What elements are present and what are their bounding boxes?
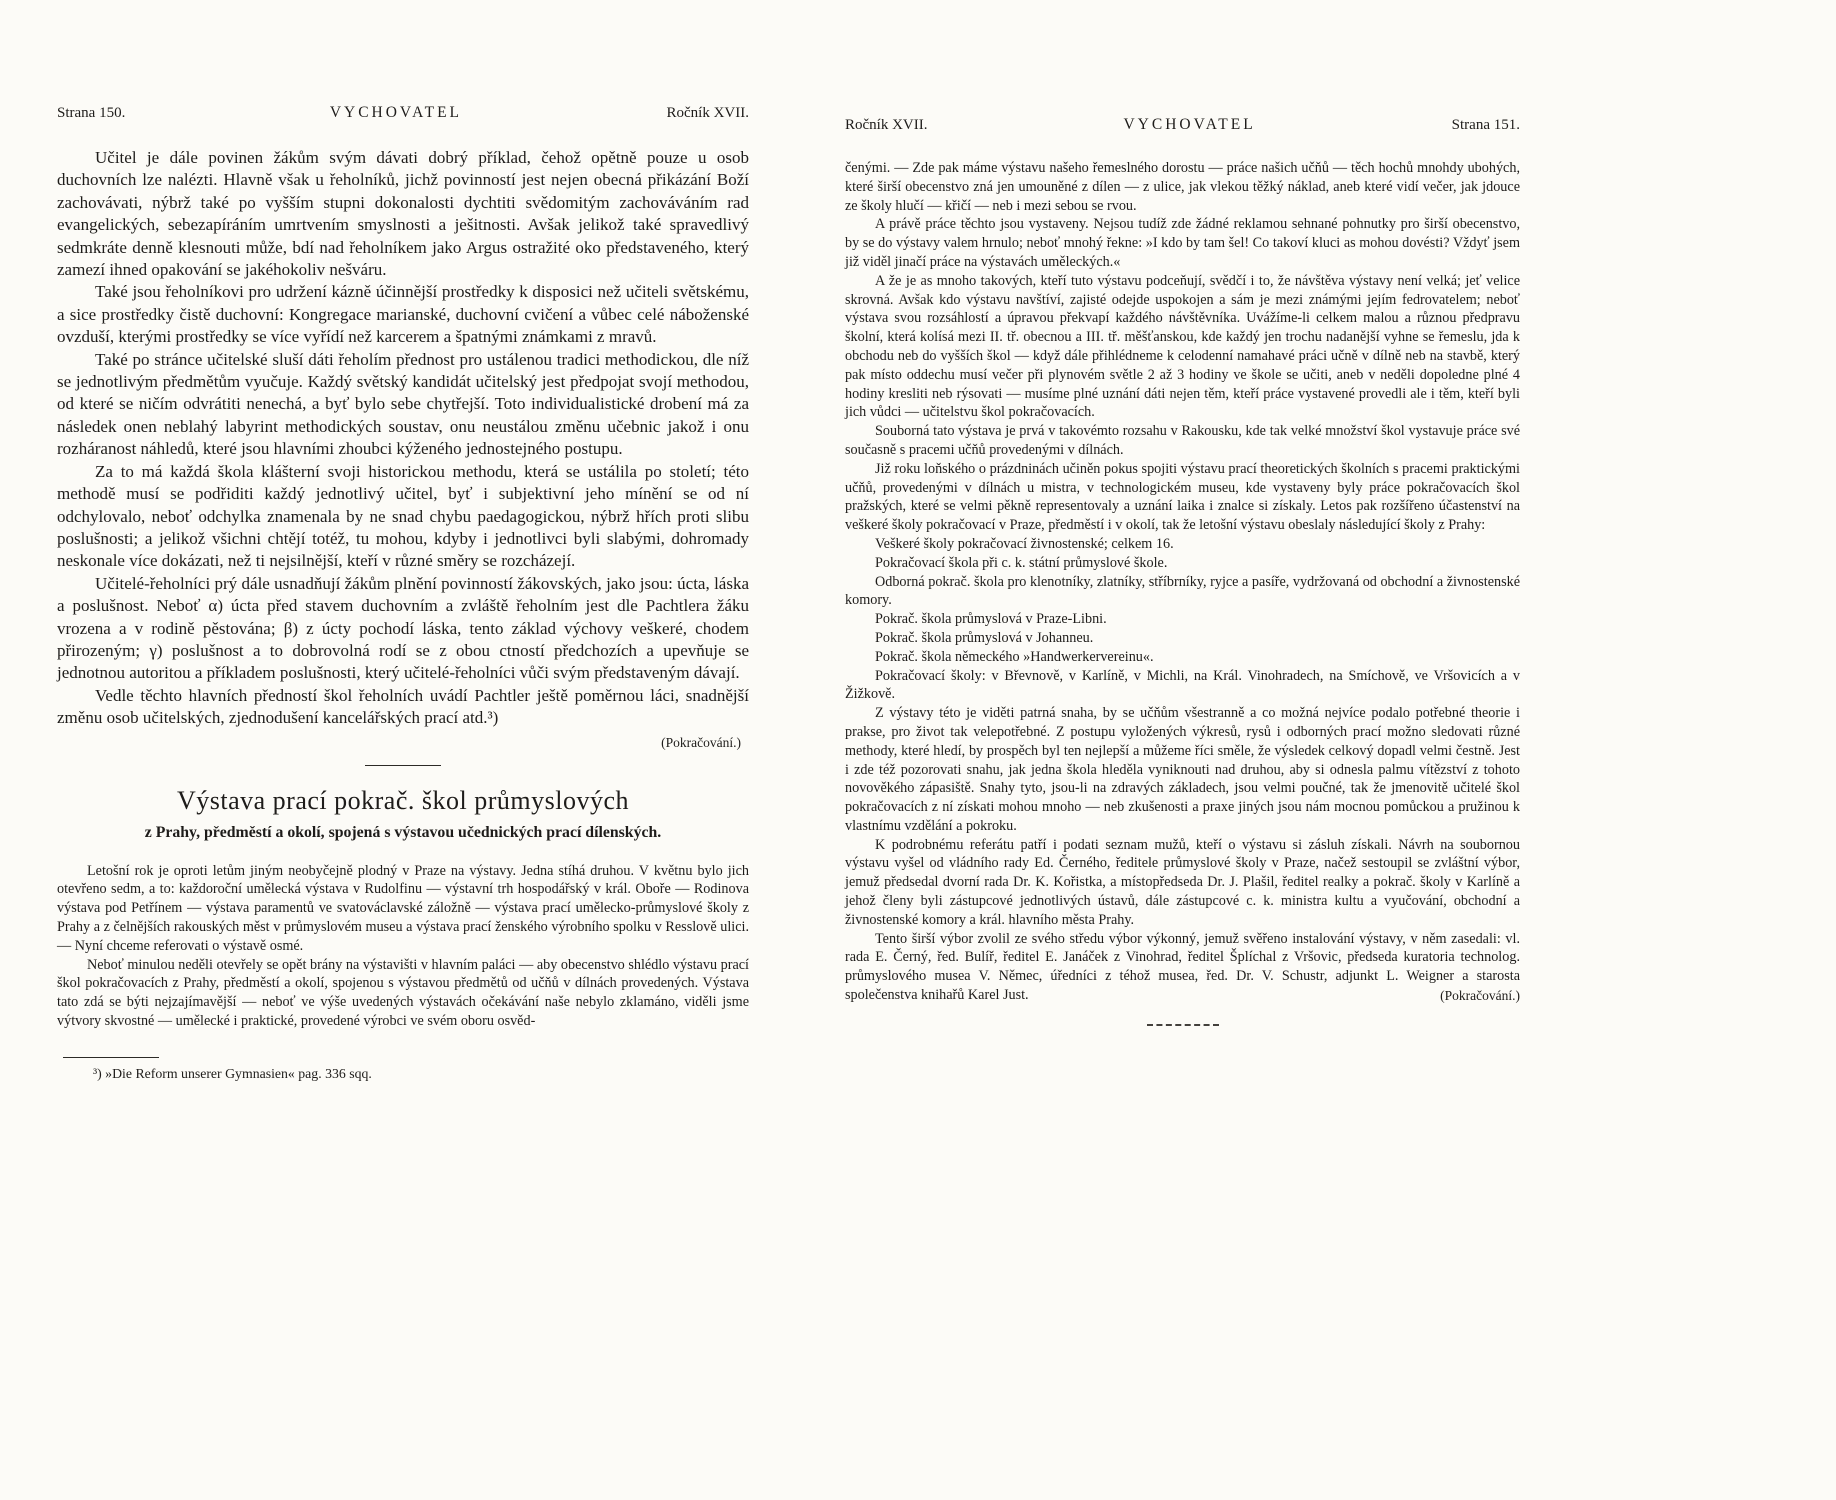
paragraph: Tento širší výbor zvolil ze svého středu výbor výkonný, jemuž svěřeno instalování výstavy, v něm zasedali: vl. rada E. Černý, řed. Bulíř, ředitel E. Janáček z Vinohrad, ředitel Šplíchal z Vršovic, předseda kuratoria technolog. průmyslového musea V. Němec, úředníci z téhož musea, řed. Dr. V. Schustr, adjunkt L. Weigner a starosta společenstva knihařů Karel Just. [845, 930, 1520, 1004]
paragraph: Také jsou řeholníkovi pro udržení kázně účinnější prostředky k disposici než učiteli světskému, a sice prostředky čistě duchovní: Kongregace marianské, duchovní cvičení a vůbec celé náboženské ovzduší, kterými prostředky se více vyřídí než karcerem a špatnými známkami z mravů. [57, 282, 749, 347]
article-two-body-right [845, 159, 1520, 1005]
paragraph: Již roku loňského o prázdninách učiněn pokus spojiti výstavu prací theoretických školních s pracemi praktickými učňů, provedenými v dílnách u mistra, v technologickém museu, kde vystaveny byly práce pokračovacích škol pražských, které se velmi pěkně representovaly a uznání laika i znalce si získaly. Letos pak rozšířeno účastenství na veškeré školy pokračovací v Praze, předměstí i v okolí, tak že letošní výstavu obeslaly následující školy z Prahy: [845, 460, 1520, 534]
page-left-header [57, 104, 749, 122]
list-item: Pokračovací škola při c. k. státní průmyslové škole. [875, 554, 1168, 571]
paragraph: čenými. — Zde pak máme výstavu našeho řemeslného dorostu — práce našich učňů — těch hochů mnohdy ubohých, které širší obecenstvo zná jen umouněné z dílen — z ulice, jak vlekou těžký náklad, aneb které vidí večer, jak jdouce ze školy hlučí — křičí — neb i mezi sebou se rvou. [845, 160, 1520, 214]
page-number-left: Strana 150. [57, 105, 126, 121]
list-item: Odborná pokrač. škola pro klenotníky, zlatníky, stříbrníky, ryjce a pasíře, vydržovaná od obchodní a živnostenské komory. [845, 573, 1520, 609]
journal-title: VYCHOVATEL [329, 104, 463, 121]
article-title: Výstava prací pokrač. škol průmyslových [176, 785, 629, 815]
paragraph: Neboť minulou neděli otevřely se opět brány na výstavišti v hlavním paláci — aby obecenstvo shlédlo výstavu prací škol pokračovacích z Prahy, předměstí a okolí, spojenou s výstavou předmětů od učňů v dílnách provedených. Výstava tato zdá se býti nejzajímavější — neboť ve výše uvedených výstavách očekávání naše nebylo zklamáno, viděli jsme výtvory skvostné — umělecké i praktické, provedené výrobci ve svém oboru osvěd- [57, 956, 749, 1029]
journal-title: VYCHOVATEL [1123, 116, 1256, 133]
continuation-note: (Pokračování.) [661, 734, 741, 750]
page-number-right: Strana 151. [1451, 117, 1520, 133]
paragraph: Vedle těchto hlavních předností škol řeholních uvádí Pachtler ještě poměrnou láci, snadnější změnu osob učitelských, zjednodušení kancelářských prací atd.³) [57, 685, 749, 728]
list-item: Veškeré školy pokračovací živnostenské; celkem 16. [875, 535, 1174, 552]
paragraph: Souborná tato výstava je prvá v takovémto rozsahu v Rakousku, kde tak velké množství škol vystavuje práce své současně s pracemi učňů provedenými v dílnách. [845, 423, 1520, 458]
list-item: Pokračovací školy: v Břevnově, v Karlíně, v Michli, na Král. Vinohradech, na Smíchově, ve Vršovicích a v Žižkově. [845, 667, 1520, 703]
paragraph: A že je as mnoho takových, kteří tuto výstavu podceňují, svědčí i to, že návštěva výstavy není velká; jeť velice skrovná. Avšak kdo výstavu navštíví, zajisté odejde uspokojen a sám je mezi známými jejím fedrovatelem; neboť výstava svou rozsáhlostí a úpravou překvapí každého návštěvníka. Uvážíme-li celkem malou a různou předpravu školní, která kolísá mezi II. tř. obecnou a III. tř. měšťanskou, kde každý jen trochu nadanější vyhne se řemeslu, jda k obchodu neb do vyšších škol — když dále přihlédneme k celodenní namahavé práci učně v dílně neb na stavbě, který pak místo oddechu musí večer při plynovém světle 2 až 3 hodiny ve škole se učiti, aneb v neděli dopoledne plné 4 hodiny kresliti neb rýsovati — musíme plné uznání dáti nejen těm, kteří práce vystavené provedli ale i těm, kteří byli jich vůdci — učitelstvu škol pokračovacích. [845, 272, 1520, 421]
page-right-header [845, 116, 1520, 134]
volume-label: Ročník XVII. [845, 117, 928, 133]
paragraph: Učitel je dále povinen žákům svým dávati dobrý příklad, čehož opětně pouze u osob duchovních lze nalézti. Hlavně však u řeholníků, jichž povinností jest nejen obecná přikázání Boží zachovávati, nýbrž také po vyšším stupni dokonalosti dychtiti svědomitým zachováváním rad evangelických, sebezapíráním umrtvením smyslnosti a ješitnosti. Avšak jelikož také spravedlivý sedmkráte denně klesnouti může, bdí nad řeholníkem jako Argus ostražité oko představeného, který zamezí ihned opakování se jakéhokoliv nešváru. [57, 148, 749, 280]
paragraph: Z výstavy této je viděti patrná snaha, by se učňům všestranně a co možná nejvíce podalo potřebné theorie i prakse, pro život tak velepotřebné. Z postupu vyložených výkresů, rysů i odborných prací možno sledovati různé methody, které hledí, by prospěch byl ten nejlepší a můžeme říci směle, že výsledek celkový dopadl velmi čestně. Jest i zde též pozorovati snahu, jak jedna škola hleděla vyniknouti nad druhou, aby si odnesla palmu vítězství z tohoto novověkého zápasiště. Snahy tyto, jsou-li na zdravých základech, jsou velmi poučné, tak že jmenovitě učitelé škol pokračovacích z ní získati mohou mnoho — neb zkušenosti a praxe jiných jsou nám mocnou pomůckou a pružinou k vlastnímu vzdělání a pokroku. [845, 705, 1520, 834]
section-divider-rule [365, 765, 441, 766]
paragraph: A právě práce těchto jsou vystaveny. Nejsou tudíž zde žádné reklamou sehnané pohnutky pro širší obecenstvo, by se do výstavy valem hrnulo; neboť mnohý řekne: »I kdo by tam šel! Co takoví kluci as mohou dovésti? Vždyť jsem již viděl jinačí práce na výstavách uměleckých.« [845, 216, 1520, 270]
paragraph: Také po stránce učitelské sluší dáti řeholím přednost pro ustálenou tradici methodickou, dle níž se jednotlivým předmětům vyučuje. Každý světský kandidát učitelský jest předpojat svojí methodou, od které se ničím odvrátiti nenechá, a byť bylo sebe chytřejší. Toto individualistické drobení má za následek onen neblahý labyrint methodických soustav, onu neustálou změnu učebnic jakož i onu rozháranost náhledů, které jsou hlavními zhoubci kýženého jednostejného postupu. [57, 349, 749, 459]
end-of-page-rule [1147, 1024, 1219, 1026]
article-subtitle: z Prahy, předměstí a okolí, spojená s výstavou učednických prací dílenských. [144, 823, 662, 841]
list-item: Pokrač. škola německého »Handwerkervereinu«. [875, 648, 1154, 665]
list-item: Pokrač. škola průmyslová v Johanneu. [875, 629, 1094, 646]
footnote: ³) »Die Reform unserer Gymnasien« pag. 336 sqq. [93, 1065, 372, 1081]
paragraph: Za to má každá škola klášterní svoji historickou methodu, která se ustálila po století; této methodě musí se podřiditi každý jednotlivý učitel, byť i subjektivní jeho mínění se od ní odchylovalo, neboť odchylka znamenala by ne snad chybu paedagogickou, nýbrž hřích proti slibu poslušnosti; a jelikož všichni chtějí totéž, tu mohou, kdyby i jednotlivci byli slabými, dohromady neskonale více dokázati, než ti nejsilnější, kteří v různé směry se rozcházejí. [57, 461, 749, 571]
paragraph: Učitelé-řeholníci prý dále usnadňují žákům plnění povinností žákovských, jako jsou: úcta, láska a poslušnost. Neboť α) úcta před stavem duchovním a zvláště řeholním jest dle Pachtlera žáku vrozena a v rodině pěstována; β) z úcty pochodí láska, tento základ výchovy veškeré, chodem přirozeným; γ) poslušnost a to dobrovolná rodí se z obou ctností předchozích a upevňuje se jednotnou autoritou a příkladem poslušnosti, který učitelé-řeholníci vůči svým představeným dávají. [57, 573, 749, 683]
volume-label: Ročník XVII. [666, 105, 749, 121]
list-item: Pokrač. škola průmyslová v Praze-Libni. [875, 611, 1107, 628]
continuation-note: (Pokračování.) [1440, 988, 1520, 1004]
paragraph: Letošní rok je oproti letům jiným neobyčejně plodný v Praze na výstavy. Jedna stíhá druhou. V květnu bylo jich otevřeno sedm, a to: každoroční umělecká výstava v Rudolfinu — výstavní trh hospodářský v král. Oboře — Rodinova výstava pod Petřínem — výstava paramentů ve svatováclavské záložně — výstava prací umělecko-průmyslové školy z Prahy a z čelnějších rakouských měst v průmyslovém museu a výstava prací ženského výrobního spolku v Resslově ulici. — Nyní chceme referovati o výstavě osmé. [57, 862, 749, 954]
paragraph: K podrobnému referátu patří i podati seznam mužů, kteří o výstavu si zásluh získali. Návrh na soubornou výstavu vyšel od vládního rady Ed. Černého, ředitele průmyslové školy v Praze, načež sestoupil se zvláštní výbor, jemuž předsedal dvorní rada Dr. K. Kořistka, a místopředseda Dr. J. Plašil, ředitel realky a pokrač. školy v Karlíně a jehož členy byli zástupcové jednotlivých ústavů, dále zástupcové c. k. ministra kultu a vyučování, obchodní a živnostenské komory a král. hlavního města Prahy. [845, 836, 1520, 928]
page-right [845, 116, 1520, 1026]
article-two-body-left [57, 862, 749, 1031]
article-one-body [57, 147, 749, 730]
footnote-rule [63, 1057, 159, 1058]
page-left [57, 104, 749, 1083]
